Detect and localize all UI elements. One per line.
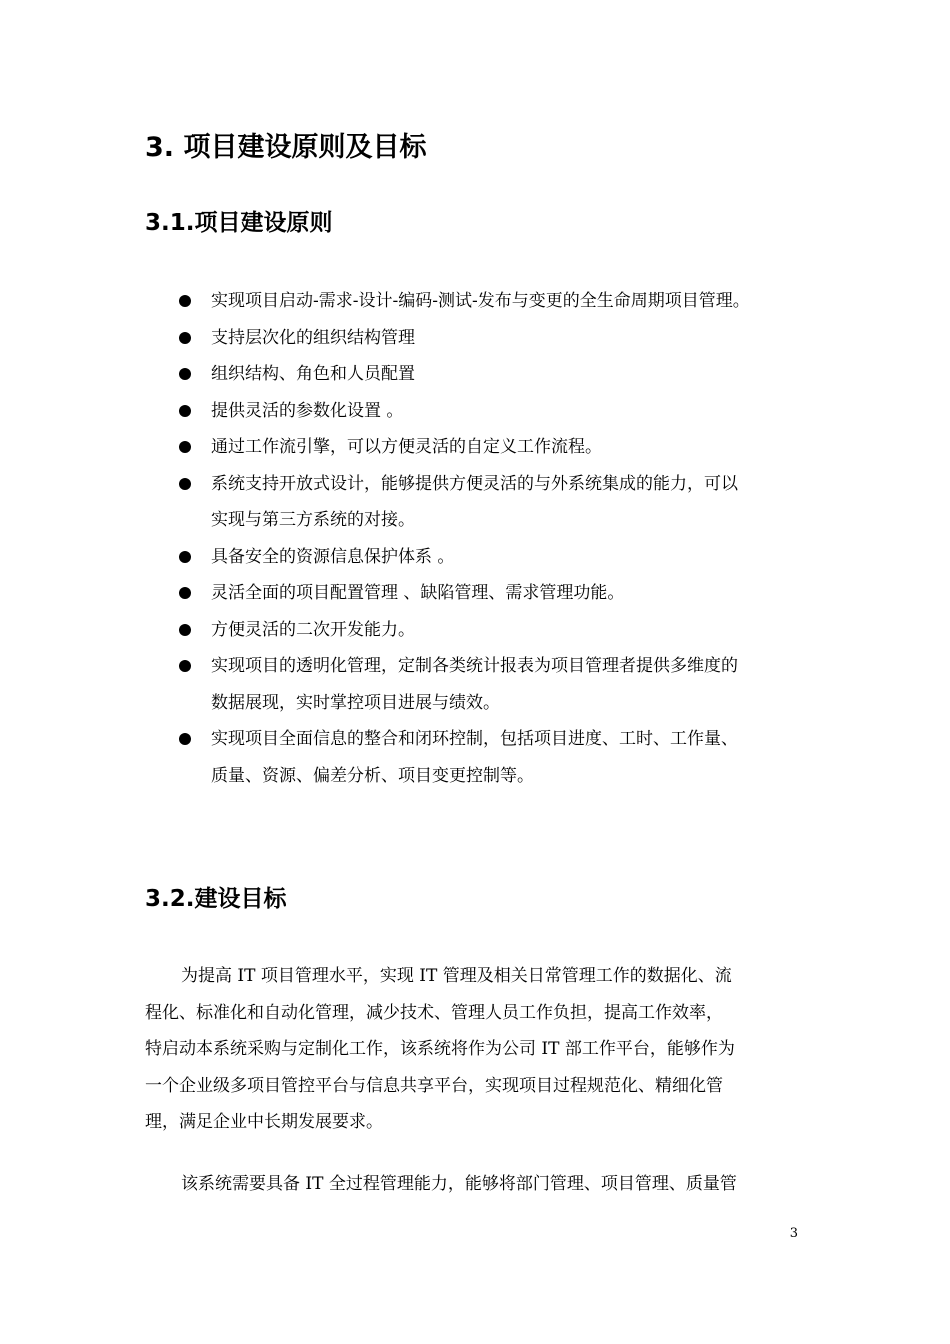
bullet-dot-icon xyxy=(179,332,191,344)
bullet-dot-icon xyxy=(179,295,191,307)
bullet-item: 实现项目启动-需求-设计-编码-测试-发布与变更的全生命周期项目管理。 xyxy=(178,283,818,320)
goals-paragraph-1: 为提高 IT 项目管理水平，实现 IT 管理及相关日常管理工作的数据化、流 程化、标准化和自动化管理，减少技术、管理人员工作负担，提高工作效率， 特启动本系统采购与定制化工作，该系统将作为公司 IT 部工作平台，能够作为 一个企业级多项目管控平台与信息共享平台，实现项目过程规范化、精细化管 理，满足企业中长期发展要求。 xyxy=(145,966,735,1132)
bullet-dot-icon xyxy=(179,368,191,380)
bullet-dot-icon xyxy=(179,587,191,599)
bullet-item: 实现项目的透明化管理，定制各类统计报表为项目管理者提供多维度的 数据展现，实时掌控项目进展与绩效。 xyxy=(178,648,818,721)
bullet-item: 通过工作流引擎，可以方便灵活的自定义工作流程。 xyxy=(178,429,818,466)
section-heading: 3. 项目建设原则及目标 xyxy=(145,132,427,163)
page-number: 3 xyxy=(789,1226,798,1241)
bullet-dot-icon xyxy=(179,441,191,453)
bullet-item: 方便灵活的二次开发能力。 xyxy=(178,612,818,649)
bullet-dot-icon xyxy=(179,405,191,417)
goals-paragraph-2: 该系统需要具备 IT 全过程管理能力，能够将部门管理、项目管理、质量管 xyxy=(181,1174,737,1194)
bullet-item: 提供灵活的参数化设置 。 xyxy=(178,393,818,430)
bullet-dot-icon xyxy=(179,551,191,563)
bullet-item: 灵活全面的项目配置管理 、缺陷管理、需求管理功能。 xyxy=(178,575,818,612)
bullet-dot-icon xyxy=(179,733,191,745)
bullet-item: 组织结构、角色和人员配置 xyxy=(178,356,818,393)
bullet-item: 系统支持开放式设计，能够提供方便灵活的与外系统集成的能力，可以 实现与第三方系统的对接。 xyxy=(178,466,818,539)
bullet-item: 具备安全的资源信息保护体系 。 xyxy=(178,539,818,576)
bullet-item: 支持层次化的组织结构管理 xyxy=(178,320,818,357)
bullet-dot-icon xyxy=(179,478,191,490)
bullet-item: 实现项目全面信息的整合和闭环控制，包括项目进度、工时、工作量、 质量、资源、偏差分析、项目变更控制等。 xyxy=(178,721,818,794)
subsection-title-goals: 3.2.建设目标 xyxy=(145,886,287,912)
bullet-dot-icon xyxy=(179,660,191,672)
principles-bullet-list xyxy=(178,283,818,794)
bullet-dot-icon xyxy=(179,624,191,636)
subsection-title-principles: 3.1.项目建设原则 xyxy=(145,210,333,236)
